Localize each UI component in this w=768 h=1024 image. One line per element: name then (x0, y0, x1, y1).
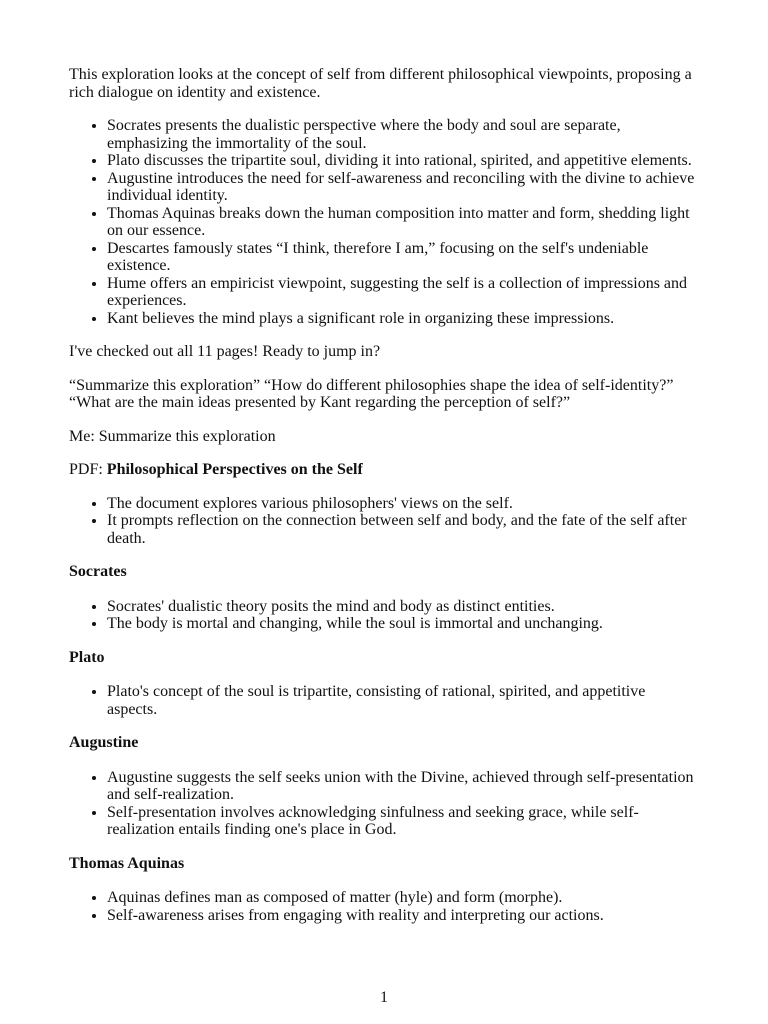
list-item: • Socrates' dualistic theory posits the mind and body as distinct entities. (107, 598, 699, 616)
intro-bullet-list (69, 117, 699, 327)
list-item: • It prompts reflection on the connection between self and body, and the fate of the self after death. (107, 512, 699, 547)
summary-bullet-list (69, 495, 699, 548)
pdf-title-line (69, 461, 699, 479)
list-item: • Self-presentation involves acknowledging sinfulness and seeking grace, while self-realization entails finding one's place in God. (107, 804, 699, 839)
list-item: • Kant believes the mind plays a significant role in organizing these impressions. (107, 310, 699, 328)
list-item: • Augustine introduces the need for self-awareness and reconciling with the divine to achieve individual identity. (107, 170, 699, 205)
list-item: • Thomas Aquinas breaks down the human composition into matter and form, shedding light on our essence. (107, 205, 699, 240)
list-item: • Augustine suggests the self seeks union with the Divine, achieved through self-presentation and self-realization. (107, 769, 699, 804)
list-item: • Plato's concept of the soul is tripartite, consisting of rational, spirited, and appetitive aspects. (107, 683, 699, 718)
section-heading-socrates: Socrates (69, 563, 127, 580)
document-page (69, 66, 699, 940)
list-item: • Descartes famously states “I think, therefore I am,” focusing on the self's undeniable existence. (107, 240, 699, 275)
intro-paragraph: This exploration looks at the concept of self from different philosophical viewpoints, proposing a rich dialogue on identity and existence. (69, 66, 692, 101)
aquinas-bullet-list (69, 889, 699, 924)
list-item: • Socrates presents the dualistic perspective where the body and soul are separate, emphasizing the immortality of the soul. (107, 117, 699, 152)
pdf-title: Philosophical Perspectives on the Self (106, 461, 363, 478)
pdf-prefix: PDF: (69, 461, 107, 478)
list-item: • Hume offers an empiricist viewpoint, suggesting the self is a collection of impressions and experiences. (107, 275, 699, 310)
user-prompt: Me: Summarize this exploration (69, 427, 276, 445)
section-heading-plato: Plato (69, 648, 105, 666)
section-heading-thomas-aquinas: Thomas Aquinas (69, 854, 185, 872)
list-item: • The document explores various philosophers' views on the self. (107, 495, 699, 513)
socrates-bullet-list (69, 598, 699, 633)
section-heading-augustine: Augustine (69, 734, 139, 751)
list-item: • Aquinas defines man as composed of matter (hyle) and form (morphe). (107, 889, 699, 907)
list-item: • Self-awareness arises from engaging with reality and interpreting our actions. (107, 907, 699, 925)
list-item: • The body is mortal and changing, while the soul is immortal and unchanging. (107, 615, 699, 633)
list-item: • Plato discusses the tripartite soul, dividing it into rational, spirited, and appetitive elements. (107, 152, 699, 170)
augustine-bullet-list (69, 769, 699, 839)
plato-bullet-list (69, 683, 699, 718)
status-line: I've checked out all 11 pages! Ready to jump in? (69, 343, 381, 360)
suggested-prompts: “Summarize this exploration” “How do different philosophies shape the idea of self-identity?” “What are the main ideas presented by Kant regarding the perception of self?” (69, 376, 674, 411)
page-number: 1 (380, 989, 388, 1006)
